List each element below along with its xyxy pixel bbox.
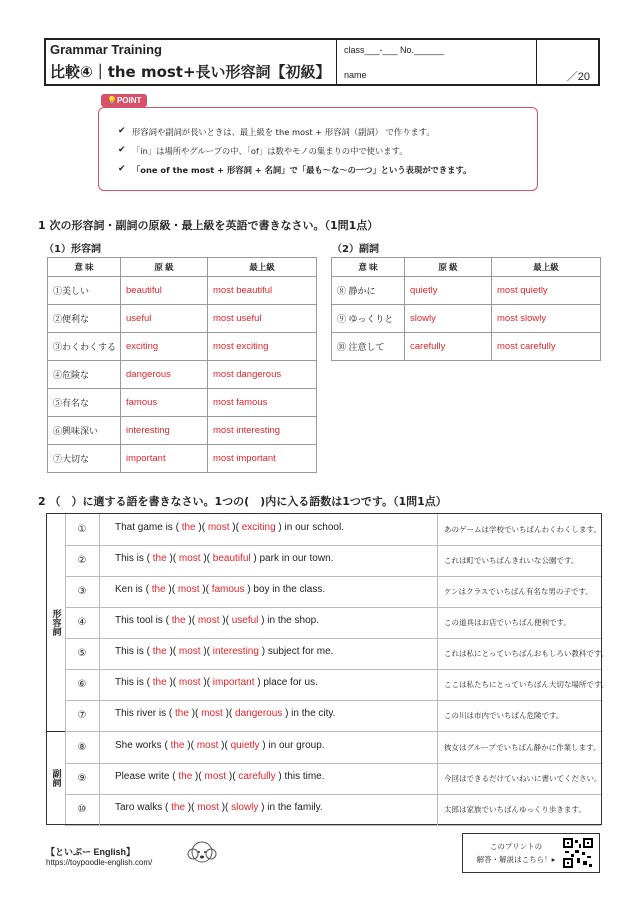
brand-url[interactable]: https://toypoodle-english.com/ — [46, 858, 153, 867]
title-en: Grammar Training — [50, 42, 162, 57]
exercise-number: ⑨ — [65, 763, 100, 794]
vocab-row — [48, 277, 317, 305]
answer-blank-1[interactable]: the — [181, 522, 196, 533]
japanese-translation: この道具はお店でいちばん便利です。 — [437, 607, 601, 638]
exercise-sentence: Taro walks ( the )( most )( slowly ) in the family. — [115, 802, 323, 813]
exercise-number: ① — [65, 514, 100, 545]
meaning-cell: ①美しい — [48, 277, 121, 305]
title-cell — [46, 40, 337, 84]
exercise-row — [65, 700, 601, 732]
sentence-text: She works ( — [115, 740, 168, 751]
exercise-number: ④ — [65, 607, 100, 638]
answer-blank-1[interactable]: the — [171, 615, 186, 626]
vocab-row — [48, 333, 317, 361]
answer-blank-2[interactable]: most — [178, 553, 201, 564]
meaning-cell: ⑦大切な — [48, 445, 121, 473]
superlative-cell: most carefully — [492, 333, 601, 361]
sentence-text: Taro walks ( — [115, 802, 169, 813]
vocab-row — [332, 305, 601, 333]
exercise-table — [46, 513, 609, 825]
side-label-adverb: 副詞 — [47, 732, 66, 824]
base-cell: interesting — [121, 417, 208, 445]
answer-blank-3[interactable]: dangerous — [235, 708, 283, 719]
japanese-translation: ケンはクラスでいちばん有名な男の子です。 — [437, 576, 601, 607]
sentence-text: ) in the shop. — [261, 615, 319, 626]
header-meaning: 意 味 — [332, 258, 405, 277]
qr-text: このプリントの 解答・解説はこちら！▸ — [476, 842, 556, 864]
answer-blank-3[interactable]: useful — [231, 615, 259, 626]
sentence-text: This river is ( — [115, 708, 173, 719]
answer-blank-1[interactable]: the — [170, 740, 185, 751]
vocab-row — [332, 333, 601, 361]
sentence-text: ) subject for me. — [261, 646, 334, 657]
point-line-1: ✔ 形容詞や副詞が長いときは、最上級を the most + 形容詞（副詞） で作ります。 — [118, 126, 435, 137]
sentence-text: This is ( — [115, 677, 150, 688]
sentence-text: This is ( — [115, 553, 150, 564]
answer-blank-2[interactable]: most — [201, 708, 223, 719]
superlative-cell: most famous — [208, 389, 317, 417]
answer-blank-3[interactable]: famous — [211, 584, 245, 595]
japanese-translation: 今回はできるだけていねいに書いてください。 — [437, 763, 601, 794]
exercise-sentence: Ken is ( the )( most )( famous ) boy in the class. — [115, 584, 326, 595]
adj-title: （1）形容詞 — [44, 244, 101, 255]
meaning-cell: ⑤有名な — [48, 389, 121, 417]
point-line-3: ✔ 「one of the most + 形容詞 + 名詞」で「最も～な～の一つ」という表現ができます。 — [118, 164, 472, 175]
answer-blank-3[interactable]: beautiful — [212, 553, 251, 564]
exercise-number: ⑩ — [65, 794, 100, 825]
exercise-sentence: That game is ( the )( most )( exciting ) in our school. — [115, 522, 344, 533]
exercise-row — [65, 514, 601, 546]
answer-blank-3[interactable]: interesting — [212, 646, 259, 657]
superlative-cell: most dangerous — [208, 361, 317, 389]
answer-blank-3[interactable]: slowly — [231, 802, 259, 813]
japanese-translation: この川は市内でいちばん危険です。 — [437, 700, 601, 731]
section1-title: 1 次の形容詞・副詞の原級・最上級を英語で書きなさい。（1問1点） — [38, 219, 379, 232]
vocab-row — [48, 361, 317, 389]
sentence-text: ) place for us. — [257, 677, 318, 688]
worksheet-header — [44, 38, 600, 86]
name-label: name — [344, 70, 367, 80]
exercise-number: ⑧ — [65, 732, 100, 763]
poodle-logo-icon — [184, 838, 220, 868]
superlative-cell: most interesting — [208, 417, 317, 445]
qr-box[interactable] — [462, 833, 600, 873]
exercise-row — [65, 763, 601, 795]
sentence-text: This tool is ( — [115, 615, 169, 626]
exercise-row — [65, 732, 601, 764]
superlative-cell: most slowly — [492, 305, 601, 333]
meaning-cell: ⑧ 静かに — [332, 277, 405, 305]
exercise-row — [65, 794, 601, 826]
superlative-cell: most exciting — [208, 333, 317, 361]
answer-blank-2[interactable]: most — [204, 771, 227, 782]
answer-blank-3[interactable]: exciting — [241, 522, 276, 533]
answer-blank-2[interactable]: most — [178, 677, 201, 688]
answer-blank-1[interactable]: the — [151, 584, 166, 595]
superlative-cell: most useful — [208, 305, 317, 333]
exercise-number: ⑤ — [65, 638, 100, 669]
class-name-cell — [338, 40, 537, 84]
exercise-row — [65, 607, 601, 639]
meaning-cell: ③わくわくする — [48, 333, 121, 361]
header-base: 原 級 — [405, 258, 492, 277]
brand-name: 【といぷー English】 — [46, 847, 136, 857]
meaning-cell: ②便利な — [48, 305, 121, 333]
point-tag: 💡POINT — [101, 94, 147, 107]
exercise-sentence: She works ( the )( most )( quietly ) in our group. — [115, 740, 325, 751]
vocab-row — [48, 445, 317, 473]
answer-blank-2[interactable]: most — [196, 740, 219, 751]
sentence-text: Ken is ( — [115, 584, 149, 595]
answer-blank-1[interactable]: the — [178, 771, 193, 782]
exercise-sentence: This is ( the )( most )( beautiful ) park in our town. — [115, 553, 334, 564]
header-base: 原 級 — [121, 258, 208, 277]
base-cell: important — [121, 445, 208, 473]
exercise-number: ② — [65, 545, 100, 576]
exercise-sentence: This is ( the )( most )( important ) place for us. — [115, 677, 318, 688]
superlative-cell: most important — [208, 445, 317, 473]
header-superlative: 最上級 — [208, 258, 317, 277]
exercise-row — [65, 638, 609, 670]
exercise-row — [65, 669, 609, 701]
sentence-text: ) in the city. — [285, 708, 336, 719]
base-cell: exciting — [121, 333, 208, 361]
answer-blank-1[interactable]: the — [152, 553, 167, 564]
class-label: class___-___ No.______ — [344, 45, 445, 55]
exercise-sentence: This tool is ( the )( most )( useful ) in the shop. — [115, 615, 319, 626]
point-line-2: ✔ 「in」は場所やグループの中、「of」は数やモノの集まりの中で使います。 — [118, 145, 408, 156]
answer-blank-3[interactable]: important — [212, 677, 255, 688]
sentence-text: This is ( — [115, 646, 150, 657]
superlative-cell: most quietly — [492, 277, 601, 305]
section2-title: 2 （ ）に適する語を書きなさい。1つの( )内に入る語数は1つです。（1問1点） — [38, 495, 447, 508]
qr-code-icon[interactable] — [563, 838, 593, 868]
answer-blank-1[interactable]: the — [171, 802, 186, 813]
exercise-number: ⑥ — [65, 669, 100, 700]
vocab-row — [48, 389, 317, 417]
exercise-number: ③ — [65, 576, 100, 607]
check-icon: ✔ — [118, 164, 126, 174]
answer-blank-3[interactable]: carefully — [238, 771, 276, 782]
meaning-cell: ⑨ ゆっくりと — [332, 305, 405, 333]
japanese-translation: これは町でいちばんきれいな公園です。 — [437, 545, 601, 576]
exercise-sentence: This river is ( the )( most )( dangerous ) in the city. — [115, 708, 336, 719]
meaning-cell: ⑥興味深い — [48, 417, 121, 445]
answer-blank-1[interactable]: the — [152, 646, 167, 657]
base-cell: beautiful — [121, 277, 208, 305]
answer-blank-1[interactable]: the — [152, 677, 167, 688]
base-cell: famous — [121, 389, 208, 417]
check-icon: ✔ — [118, 126, 126, 136]
vocab-row — [48, 417, 317, 445]
exercise-sentence: Please write ( the )( most )( carefully ) this time. — [115, 771, 325, 782]
sentence-text: ) boy in the class. — [247, 584, 326, 595]
meaning-cell: ④危険な — [48, 361, 121, 389]
exercise-row — [65, 545, 601, 577]
sentence-text: ) park in our town. — [253, 553, 334, 564]
sentence-text: That game is ( — [115, 522, 179, 533]
answer-blank-2[interactable]: most — [197, 802, 219, 813]
side-label-adjective: 形容詞 — [47, 514, 66, 732]
japanese-translation: ここは私たちにとっていちばん大切な場所です。 — [437, 669, 601, 700]
answer-blank-2[interactable]: most — [177, 584, 200, 595]
base-cell: carefully — [405, 333, 492, 361]
base-cell: dangerous — [121, 361, 208, 389]
exercise-sentence: This is ( the )( most )( interesting ) subject for me. — [115, 646, 334, 657]
header-meaning: 意 味 — [48, 258, 121, 277]
base-cell: quietly — [405, 277, 492, 305]
adjective-table — [47, 257, 317, 473]
japanese-translation: これは私にとっていちばんおもしろい教科です。 — [437, 638, 601, 669]
answer-blank-2[interactable]: most — [178, 646, 201, 657]
adverb-table — [331, 257, 601, 361]
superlative-cell: most beautiful — [208, 277, 317, 305]
check-icon: ✔ — [118, 145, 126, 155]
vocab-row — [48, 305, 317, 333]
meaning-cell: ⑩ 注意して — [332, 333, 405, 361]
sentence-text: ) this time. — [278, 771, 325, 782]
base-cell: useful — [121, 305, 208, 333]
exercise-row — [65, 576, 601, 608]
adv-title: （2）副詞 — [332, 244, 379, 255]
base-cell: slowly — [405, 305, 492, 333]
answer-blank-2[interactable]: most — [197, 615, 220, 626]
sentence-text: Please write ( — [115, 771, 176, 782]
sentence-text: ) in the family. — [261, 802, 323, 813]
answer-blank-3[interactable]: quietly — [230, 740, 260, 751]
sentence-text: ) in our group. — [262, 740, 325, 751]
score-label: ／20 — [566, 71, 590, 83]
japanese-translation: 彼女はグループでいちばん静かに作業します。 — [437, 732, 601, 763]
exercise-number: ⑦ — [65, 700, 100, 731]
header-superlative: 最上級 — [492, 258, 601, 277]
vocab-row — [332, 277, 601, 305]
japanese-translation: 太郎は家族でいちばんゆっくり歩きます。 — [437, 794, 601, 825]
answer-blank-1[interactable]: the — [175, 708, 189, 719]
title-ja: 比較④｜the most+長い形容詞【初級】 — [50, 63, 331, 81]
japanese-translation: あのゲームは学校でいちばんわくわくします。 — [437, 514, 601, 545]
answer-blank-2[interactable]: most — [207, 522, 230, 533]
sentence-text: ) in our school. — [278, 522, 344, 533]
